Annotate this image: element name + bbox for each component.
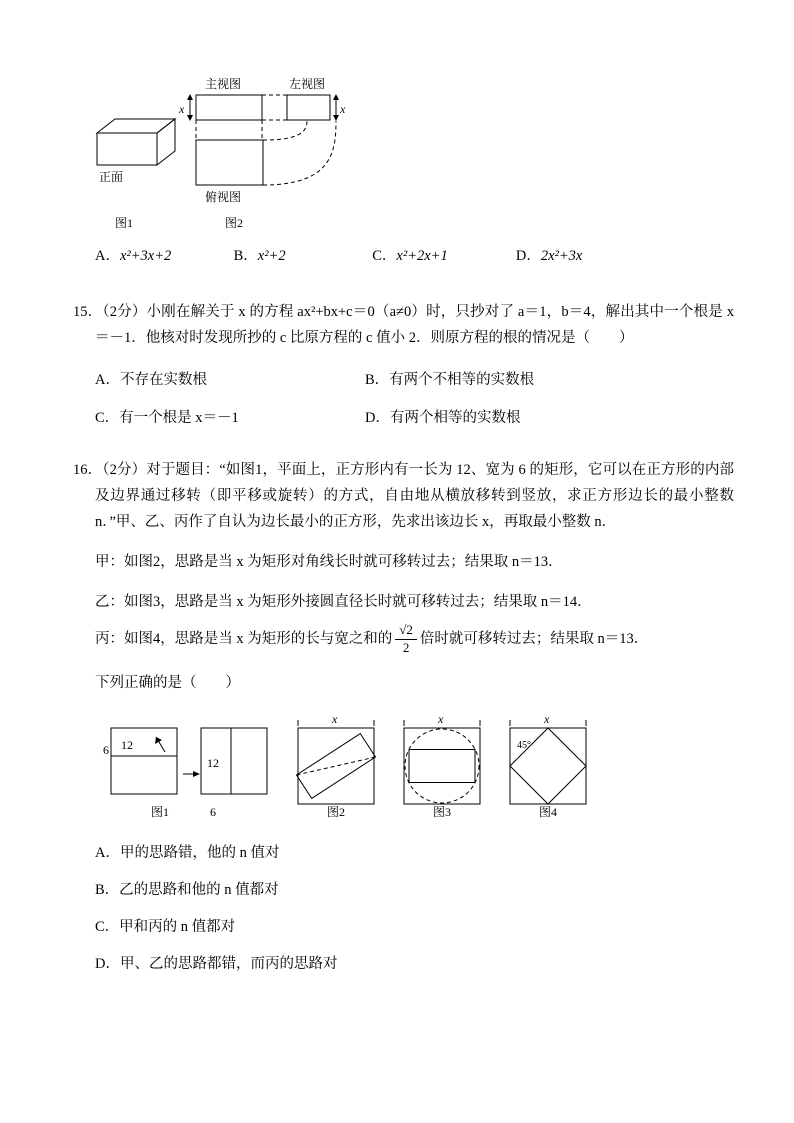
arrowhead bbox=[155, 737, 162, 744]
x-dim-label: x bbox=[340, 102, 346, 116]
option-item bbox=[95, 951, 734, 977]
three-views-figure bbox=[95, 75, 347, 233]
fig1-label-6: 6 bbox=[103, 742, 109, 757]
option-item bbox=[372, 243, 512, 269]
option-label: D． bbox=[515, 248, 541, 264]
option-label: C． bbox=[372, 248, 397, 264]
q15-text: 15．（2分）小刚在解关于 x 的方程 ax²+bx+c＝0（a≠0）时，只抄对了 a＝1，b＝4，解出其中一个根是 x＝－1．他核对时发现所抄的 c 比原方程的 c 值小 2．则原方程的根的情况是（ ） bbox=[73, 304, 734, 346]
q16-figure3 bbox=[397, 714, 487, 818]
bing-text-pre: 丙：如图4，思路是当 x 为矩形的长与宽之和的 bbox=[95, 630, 393, 647]
q16-figure1 bbox=[103, 714, 275, 818]
fig4-angle-label: 45° bbox=[517, 739, 531, 751]
fig2-tilted-rect bbox=[297, 733, 376, 798]
fig3-inscribed-rect bbox=[409, 749, 475, 782]
option-text: 甲和丙的 n 值都对 bbox=[119, 918, 236, 935]
option-label: C． bbox=[95, 410, 120, 426]
bing-text-post: 倍时就可移转过去；结果取 n＝13． bbox=[419, 630, 649, 647]
option-item bbox=[516, 243, 583, 269]
option-label: A． bbox=[95, 844, 120, 861]
q16-figures bbox=[103, 714, 734, 818]
option-item bbox=[95, 877, 734, 903]
figure2-caption: 图2 bbox=[327, 804, 346, 818]
option-item bbox=[95, 243, 230, 269]
figure2-caption: 图2 bbox=[225, 216, 244, 230]
left-view-rect bbox=[287, 95, 330, 120]
option-text: 不存在实数根 bbox=[119, 372, 207, 388]
fig1-label-12-vertical: 12 bbox=[207, 755, 219, 770]
fraction-denominator: 2 bbox=[402, 639, 410, 655]
option-label: C． bbox=[95, 918, 120, 935]
fraction-numerator: √2 bbox=[395, 623, 417, 640]
fraction-sqrt2-over-2 bbox=[395, 623, 417, 656]
q14-options bbox=[95, 243, 734, 269]
option-label: D． bbox=[95, 955, 120, 972]
fig3-x-label: x bbox=[438, 713, 444, 726]
option-text: 有两个相等的实数根 bbox=[389, 410, 521, 426]
cuboid-right-face bbox=[157, 119, 175, 165]
q16-line-jia: 甲：如图2，思路是当 x 为矩形对角线长时就可移转过去；结果取 n＝13． bbox=[95, 554, 563, 570]
option-label: D． bbox=[365, 410, 390, 426]
main-view-rect bbox=[196, 95, 262, 120]
arrowhead bbox=[187, 94, 193, 100]
arrowhead bbox=[333, 115, 339, 121]
option-text: 有两个不相等的实数根 bbox=[389, 372, 535, 388]
figure3-caption: 图3 bbox=[433, 804, 452, 818]
option-text: 甲的思路错，他的 n 值对 bbox=[119, 844, 280, 861]
option-text: 2x²+3x bbox=[540, 248, 583, 264]
cuboid-front-face bbox=[97, 133, 157, 165]
figure4-caption: 图4 bbox=[539, 804, 558, 818]
option-item bbox=[95, 367, 365, 393]
option-item bbox=[365, 367, 734, 393]
option-item bbox=[234, 243, 369, 269]
figure1-caption: 图1 bbox=[115, 216, 134, 230]
question-15 bbox=[73, 299, 734, 431]
cuboid-figure bbox=[97, 119, 175, 230]
q16-options bbox=[95, 840, 734, 977]
option-item bbox=[365, 405, 734, 431]
option-text: 甲、乙的思路都错，而丙的思路对 bbox=[119, 955, 338, 972]
fig4-x-label: x bbox=[544, 713, 550, 726]
option-item bbox=[95, 840, 734, 866]
arrowhead bbox=[193, 771, 200, 777]
option-item bbox=[95, 914, 734, 940]
views-figure bbox=[178, 77, 346, 230]
q16-line-yi: 乙：如图3，思路是当 x 为矩形外接圆直径长时就可移转过去；结果取 n＝14． bbox=[95, 594, 592, 610]
q15-options bbox=[95, 367, 734, 431]
option-text: x²+3x+2 bbox=[119, 248, 172, 264]
fig1-label-6-bottom: 6 bbox=[210, 804, 216, 818]
option-label: A． bbox=[95, 372, 120, 388]
option-label: B． bbox=[95, 881, 120, 898]
projection-curve-outer bbox=[263, 121, 336, 185]
left-view-label: 左视图 bbox=[289, 77, 326, 91]
option-label: B． bbox=[365, 372, 390, 388]
q16-line-bing bbox=[95, 623, 734, 656]
question-16 bbox=[73, 457, 734, 977]
x-dim-label: x bbox=[179, 102, 185, 116]
main-view-label: 主视图 bbox=[205, 77, 242, 91]
cuboid-top-face bbox=[97, 119, 175, 133]
arrowhead bbox=[187, 115, 193, 121]
option-text: x²+2 bbox=[257, 248, 286, 264]
q16-figure2 bbox=[291, 714, 381, 818]
fig2-diagonal-dashed bbox=[297, 757, 376, 775]
option-text: 乙的思路和他的 n 值都对 bbox=[119, 881, 279, 898]
option-label: A． bbox=[95, 248, 120, 264]
top-view-label: 俯视图 bbox=[205, 190, 242, 204]
fig3-circumcircle-dashed bbox=[405, 729, 479, 803]
page-content bbox=[73, 75, 734, 988]
q16-prompt: 下列正确的是（ ） bbox=[95, 674, 240, 691]
q16-text: 16．（2分）对于题目：“如图1，平面上，正方形内有一长为 12、宽为 6 的矩形，它可以在正方形的内部及边界通过移转（即平移或旋转）的方式，自由地从横放移转到竖放，求正方形边长的最小整数 n．”甲、乙、丙作了自认为边长最小的正方形，先求出该边长 x，再取最小整数 n． bbox=[73, 462, 734, 530]
top-view-rect bbox=[196, 140, 263, 185]
option-label: B． bbox=[233, 248, 258, 264]
arrowhead bbox=[333, 94, 339, 100]
option-item bbox=[95, 405, 365, 431]
fig3-square bbox=[404, 728, 480, 804]
figure1-caption: 图1 bbox=[151, 804, 170, 818]
fig2-square bbox=[298, 728, 374, 804]
front-label: 正面 bbox=[99, 170, 124, 184]
option-text: x²+2x+1 bbox=[396, 248, 448, 264]
projection-curve-inner bbox=[263, 121, 307, 140]
fig1-label-12: 12 bbox=[121, 737, 133, 752]
option-text: 有一个根是 x＝－1 bbox=[119, 410, 239, 426]
q16-figure4 bbox=[503, 714, 593, 818]
fig2-x-label: x bbox=[332, 713, 338, 726]
